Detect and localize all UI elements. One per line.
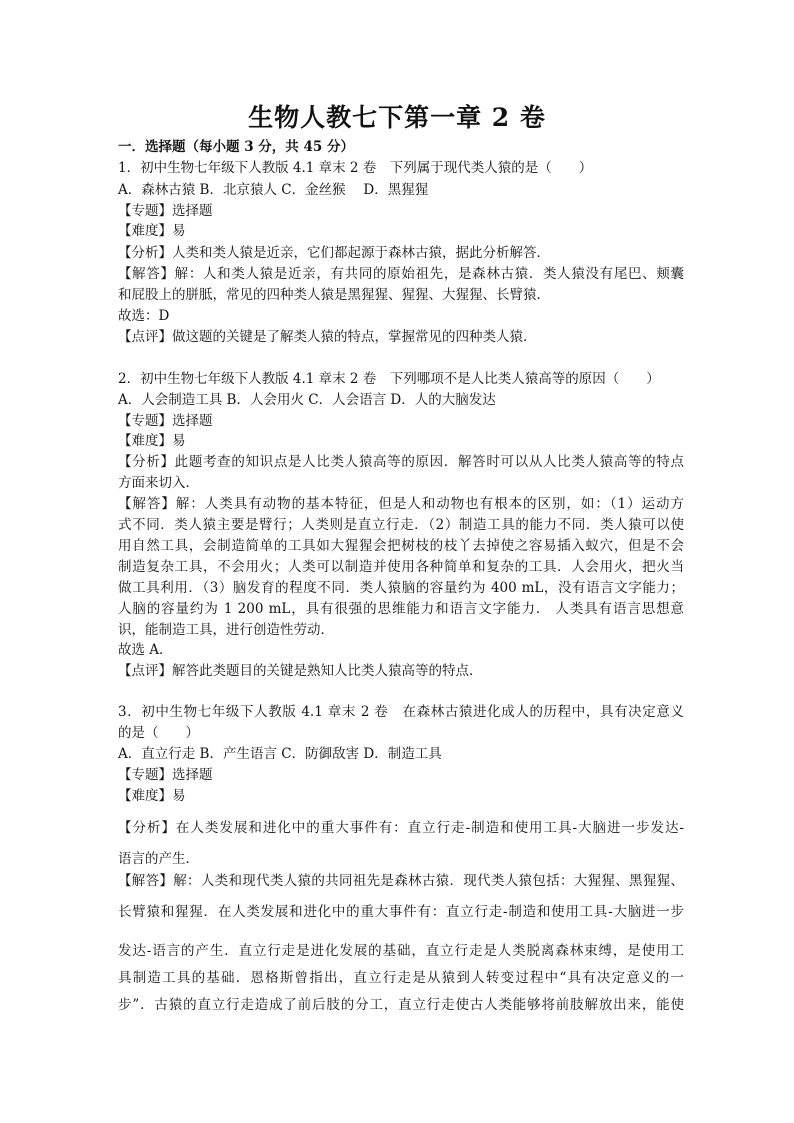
question-2-answer-line: 用自然工具，会制造简单的工具如大猩猩会把树枝的枝丫去掉使之容易插入蚁穴，但是不会: [118, 538, 684, 554]
question-3-answer-line: [118, 1021, 684, 1041]
question-3-difficulty: 【难度】易: [118, 788, 186, 804]
question-3-analysis-line: 语言的产生．: [118, 851, 199, 867]
question-1-answer-line: 和屁股上的胼胝，常见的四种类人猿是黑猩猩、猩猩、大猩猩、长臂猿．: [118, 287, 550, 303]
question-3-stem-line: 3．初中生物七年级下人教版 4.1 章末 2 卷 在森林古猿进化成人的历程中，具有决定意义: [118, 704, 684, 720]
question-2-answer-line: 【解答】解：人类具有动物的基本特征，但是人和动物也有根本的区别，如：（1）运动方: [118, 496, 684, 512]
question-2-analysis-line: 方面来切入．: [118, 475, 199, 491]
question-3-options: A．直立行走 B．产生语言 C．防御敌害 D．制造工具: [118, 746, 442, 762]
question-1-difficulty: 【难度】易: [118, 223, 186, 239]
question-3-topic: 【专题】选择题: [118, 767, 213, 783]
question-2-answer-line: 做工具利用．（3）脑发育的程度不同．类人猿脑的容量约为 400 mL，没有语言文字能力；: [118, 580, 684, 596]
question-2-topic: 【专题】选择题: [118, 413, 213, 429]
question-3-answer-line: 【解答】解：人类和现代类人猿的共同祖先是森林古猿．现代类人猿包括：大猩猩、黑猩猩、: [118, 873, 684, 889]
question-2-options: A．人会制造工具 B．人会用火 C．人会语言 D．人的大脑发达: [118, 392, 496, 408]
question-2-answer-line: 故选 A．: [118, 642, 173, 658]
question-1-comment: 【点评】做这题的关键是了解类人猿的特点，掌握常见的四种类人猿．: [118, 329, 537, 345]
question-1-analysis: 【分析】人类和类人猿是近亲，它们都起源于森林古猿，据此分析解答．: [118, 245, 550, 261]
question-2-answer-line: 制造复杂工具，不会用火；人类可以制造并使用各种简单和复杂的工具．人会用火，把火当: [118, 559, 684, 575]
question-3-stem-line: 的是（ ）: [118, 725, 199, 741]
section-heading: 一．选择题（每小题 3 分，共 45 分）: [118, 139, 354, 155]
question-3-answer-line: 发达-语言的产生．直立行走是进化发展的基础，直立行走是人类脱离森林束缚，是使用工: [118, 943, 684, 959]
question-1-topic: 【专题】选择题: [118, 203, 213, 219]
question-3-answer-line: 长臂猿和猩猩．在人类发展和进化中的重大事件有：直立行走-制造和使用工具-大脑进一步: [118, 904, 684, 920]
question-1-answer-line: 【解答】解：人和类人猿是近亲，有共同的原始祖先，是森林古猿．类人猿没有尾巴、颊囊: [118, 266, 684, 282]
question-1-stem: 1．初中生物七年级下人教版 4.1 章末 2 卷 下列属于现代类人猿的是（ ）: [118, 160, 593, 176]
page-title: 生物人教七下第一章 2 卷: [248, 103, 546, 132]
question-2-difficulty: 【难度】易: [118, 433, 186, 449]
question-2-answer-line: 式不同．类人猿主要是臂行；人类则是直立行走．（2）制造工具的能力不同．类人猿可以使: [118, 517, 684, 533]
question-2-analysis-line: 【分析】此题考查的知识点是人比类人猿高等的原因．解答时可以从人比类人猿高等的特点: [118, 454, 684, 470]
question-2-comment: 【点评】解答此类题目的关键是熟知人比类人猿高等的特点．: [118, 663, 483, 679]
question-3-answer-line: 步”．古猿的直立行走造成了前后肢的分工，直立行走使古人类能够将前肢解放出来，能使: [118, 997, 684, 1013]
question-3-analysis-line: 【分析】在人类发展和进化中的重大事件有：直立行走-制造和使用工具-大脑进一步发达-: [118, 820, 684, 836]
question-2-answer-line: 识，能制造工具，进行创造性劳动．: [118, 622, 334, 638]
question-1-answer-line: 故选：D: [118, 308, 170, 324]
question-1-options: A．森林古猿 B．北京猿人 C．金丝猴 D．黑猩猩: [118, 182, 429, 198]
question-3-answer-line: 具制造工具的基础．恩格斯曾指出，直立行走是从猿到人转变过程中“具有决定意义的一: [118, 970, 684, 986]
question-2-answer-line: 人脑的容量约为 1 200 mL，具有很强的思维能力和语言文字能力． 人类具有语言思想意: [118, 601, 684, 617]
question-2-stem: 2．初中生物七年级下人教版 4.1 章末 2 卷 下列哪项不是人比类人猿高等的原因（ ）: [118, 371, 660, 387]
